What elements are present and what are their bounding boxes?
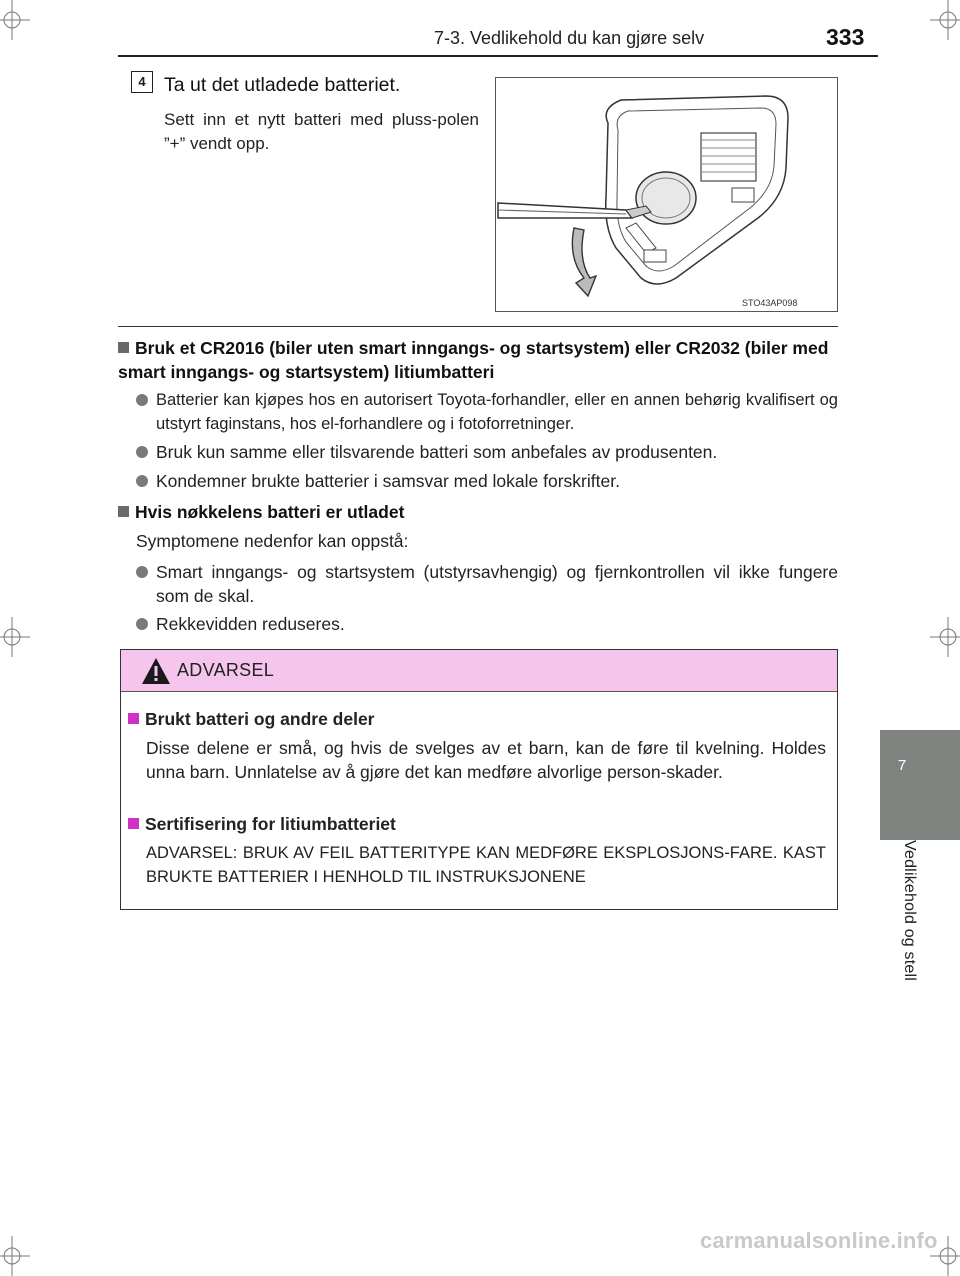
- list-item: [136, 469, 838, 493]
- page-number: 333: [826, 24, 865, 50]
- crop-mark-mid-right: [930, 617, 960, 657]
- square-bullet-icon: [118, 506, 129, 517]
- round-bullet-icon: [136, 618, 148, 630]
- list-item-text: Batterier kan kjøpes hos en autorisert Toyota-forhandler, eller en annen behørig kvalifisert og utstyrt faginstans, hos el-forhandlere og i fotoforretninger.: [156, 391, 838, 433]
- chapter-number: 7: [897, 757, 907, 774]
- chapter-tab: [880, 730, 960, 840]
- round-bullet-icon: [136, 566, 148, 578]
- depleted-battery-heading-text: Hvis nøkkelens batteri er utladet: [135, 502, 405, 522]
- section-title: 7-3. Vedlikehold du kan gjøre selv: [434, 28, 705, 48]
- symptoms-intro: Symptomene nedenfor kan oppstå:: [136, 531, 409, 551]
- warning-triangle-icon: [141, 656, 171, 686]
- crop-mark-top-left: [0, 0, 30, 40]
- list-item: [136, 612, 838, 636]
- list-item-text: Kondemner brukte batterier i samsvar med lokale forskrifter.: [156, 471, 620, 491]
- warning-item-heading-text: Brukt batteri og andre deler: [145, 709, 375, 729]
- crop-mark-top-right: [930, 0, 960, 40]
- warning-header: [121, 650, 837, 692]
- depleted-battery-heading: [118, 500, 838, 524]
- key-fob-drawing: [496, 78, 837, 311]
- warning-item-heading: [128, 707, 808, 731]
- list-item-text: Rekkevidden reduseres.: [156, 614, 345, 634]
- list-item: [136, 388, 838, 436]
- step-instruction: Sett inn et nytt batteri med pluss-polen ”+” vendt opp.: [164, 110, 479, 153]
- crop-mark-mid-left: [0, 617, 30, 657]
- battery-type-heading-text: Bruk et CR2016 (biler uten smart inngangs- og startsystem) eller CR2032 (biler med smart inngangs- og startsystem) litiumbatteri: [118, 338, 829, 382]
- square-bullet-icon: [118, 342, 129, 353]
- watermark-text: carmanualsonline.info: [700, 1228, 938, 1253]
- battery-removal-illustration: [495, 77, 838, 312]
- warning-item-text: ADVARSEL: BRUK AV FEIL BATTERITYPE KAN MEDFØRE EKSPLOSJONS-FARE. KAST BRUKTE BATTERIER I HENHOLD TIL INSTRUKSJONENE: [146, 844, 826, 886]
- header-divider: [118, 55, 878, 57]
- round-bullet-icon: [136, 446, 148, 458]
- square-bullet-icon: [128, 713, 139, 724]
- round-bullet-icon: [136, 475, 148, 487]
- crop-mark-bottom-left: [0, 1236, 30, 1276]
- list-item-text: Bruk kun samme eller tilsvarende batteri som anbefales av produsenten.: [156, 442, 718, 462]
- illustration-code: STO43AP098: [742, 298, 798, 308]
- warning-item-heading-text: Sertifisering for litiumbatteriet: [145, 814, 396, 834]
- warning-item-text: Disse delene er små, og hvis de svelges av et barn, kan de føre til kvelning. Holdes unna barn. Unnlatelse av å gjøre det kan medføre alvorlige person-skader.: [146, 738, 826, 782]
- list-item: [136, 560, 838, 608]
- list-item-text: Smart inngangs- og startsystem (utstyrsavhengig) og fjernkontrollen vil ikke fungere som de skal.: [156, 562, 838, 606]
- warning-title: ADVARSEL: [177, 660, 275, 680]
- square-bullet-icon: [128, 818, 139, 829]
- list-item: [136, 440, 838, 464]
- section-divider: [118, 326, 838, 327]
- warning-item-heading: [128, 812, 808, 836]
- round-bullet-icon: [136, 394, 148, 406]
- step-number: 4: [131, 71, 153, 93]
- step-title: Ta ut det utladede batteriet.: [164, 74, 401, 96]
- chapter-label: Vedlikehold og stell: [901, 840, 918, 981]
- battery-type-heading: [118, 336, 838, 384]
